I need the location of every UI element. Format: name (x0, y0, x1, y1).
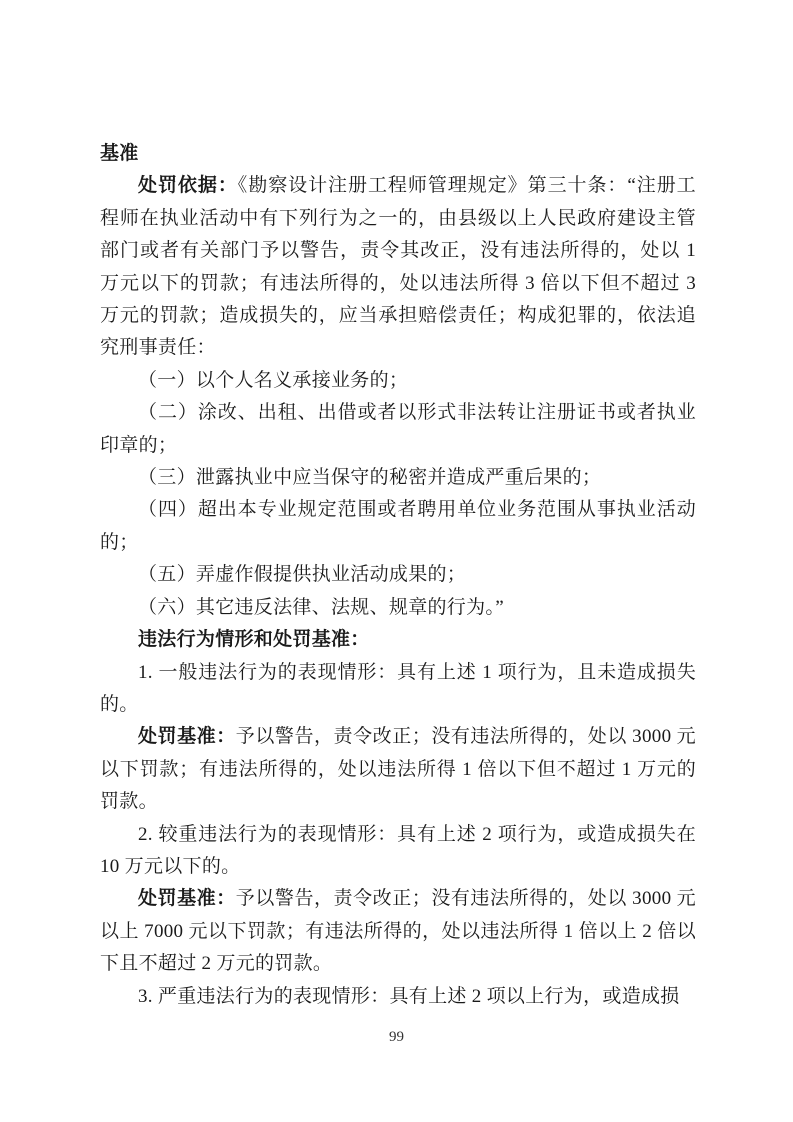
paragraph-text: 2. 较重违法行为的表现情形：具有上述 2 项行为，或造成损失在 10 万元以下的。 (100, 823, 696, 877)
paragraph (100, 170, 696, 364)
paragraph-text: 1. 一般违法行为的表现情形：具有上述 1 项行为，且未造成损失的。 (100, 661, 696, 715)
paragraph-text: 基准 (100, 143, 139, 164)
paragraph (100, 494, 696, 559)
paragraph-text: 《勘察设计注册工程师管理规定》第三十条：“注册工程师在执业活动中有下列行为之一的，由县级以上人民政府建设主管部门或者有关部门予以警告，责令其改正，没有违法所得的，处以 1 万元以下的罚款；有违法所得的，处以违法所得 3 倍以下但不超过 3 万元的罚款；造成损失的，应当承担赔偿责任；构成犯罪的，依法追究刑事责任： (100, 175, 696, 359)
paragraph (100, 981, 696, 1013)
paragraph-text: （一）以个人名义承接业务的； (138, 369, 409, 391)
paragraph (100, 624, 696, 656)
paragraph (100, 462, 696, 494)
paragraph-text: （二）涂改、出租、出借或者以形式非法转让注册证书或者执业印章的； (100, 402, 696, 456)
paragraph-label: 处罚基准： (138, 726, 236, 748)
paragraph (100, 721, 696, 818)
paragraph (100, 365, 696, 397)
paragraph-text: 予以警告，责令改正；没有违法所得的，处以 3000 元以下罚款；有违法所得的，处以违法所得 1 倍以下但不超过 1 万元的罚款。 (100, 726, 696, 813)
paragraph-text: （六）其它违反法律、法规、规章的行为。” (138, 596, 504, 618)
page-number: 99 (389, 1029, 404, 1045)
paragraph (100, 397, 696, 462)
paragraph-text: 3. 严重违法行为的表现情形：具有上述 2 项以上行为，或造成损 (138, 985, 680, 1007)
paragraph-text: （五）弄虚作假提供执业活动成果的； (138, 564, 467, 586)
paragraph (100, 592, 696, 624)
paragraph (100, 657, 696, 722)
paragraph-text: 予以警告，责令改正；没有违法所得的，处以 3000 元以上 7000 元以下罚款；有违法所得的，处以违法所得 1 倍以上 2 倍以下且不超过 2 万元的罚款。 (100, 888, 696, 975)
paragraph-label: 处罚依据： (138, 175, 238, 197)
paragraph (100, 819, 696, 884)
document-body (100, 138, 696, 1013)
paragraph-text: （三）泄露执业中应当保守的秘密并造成严重后果的； (138, 467, 602, 489)
paragraph (100, 138, 696, 170)
paragraph-text: 违法行为情形和处罚基准： (138, 629, 370, 651)
page-footer (0, 1028, 793, 1046)
paragraph (100, 559, 696, 591)
paragraph (100, 883, 696, 980)
paragraph-label: 处罚基准： (138, 888, 236, 910)
paragraph-text: （四）超出本专业规定范围或者聘用单位业务范围从事执业活动的； (100, 499, 696, 553)
